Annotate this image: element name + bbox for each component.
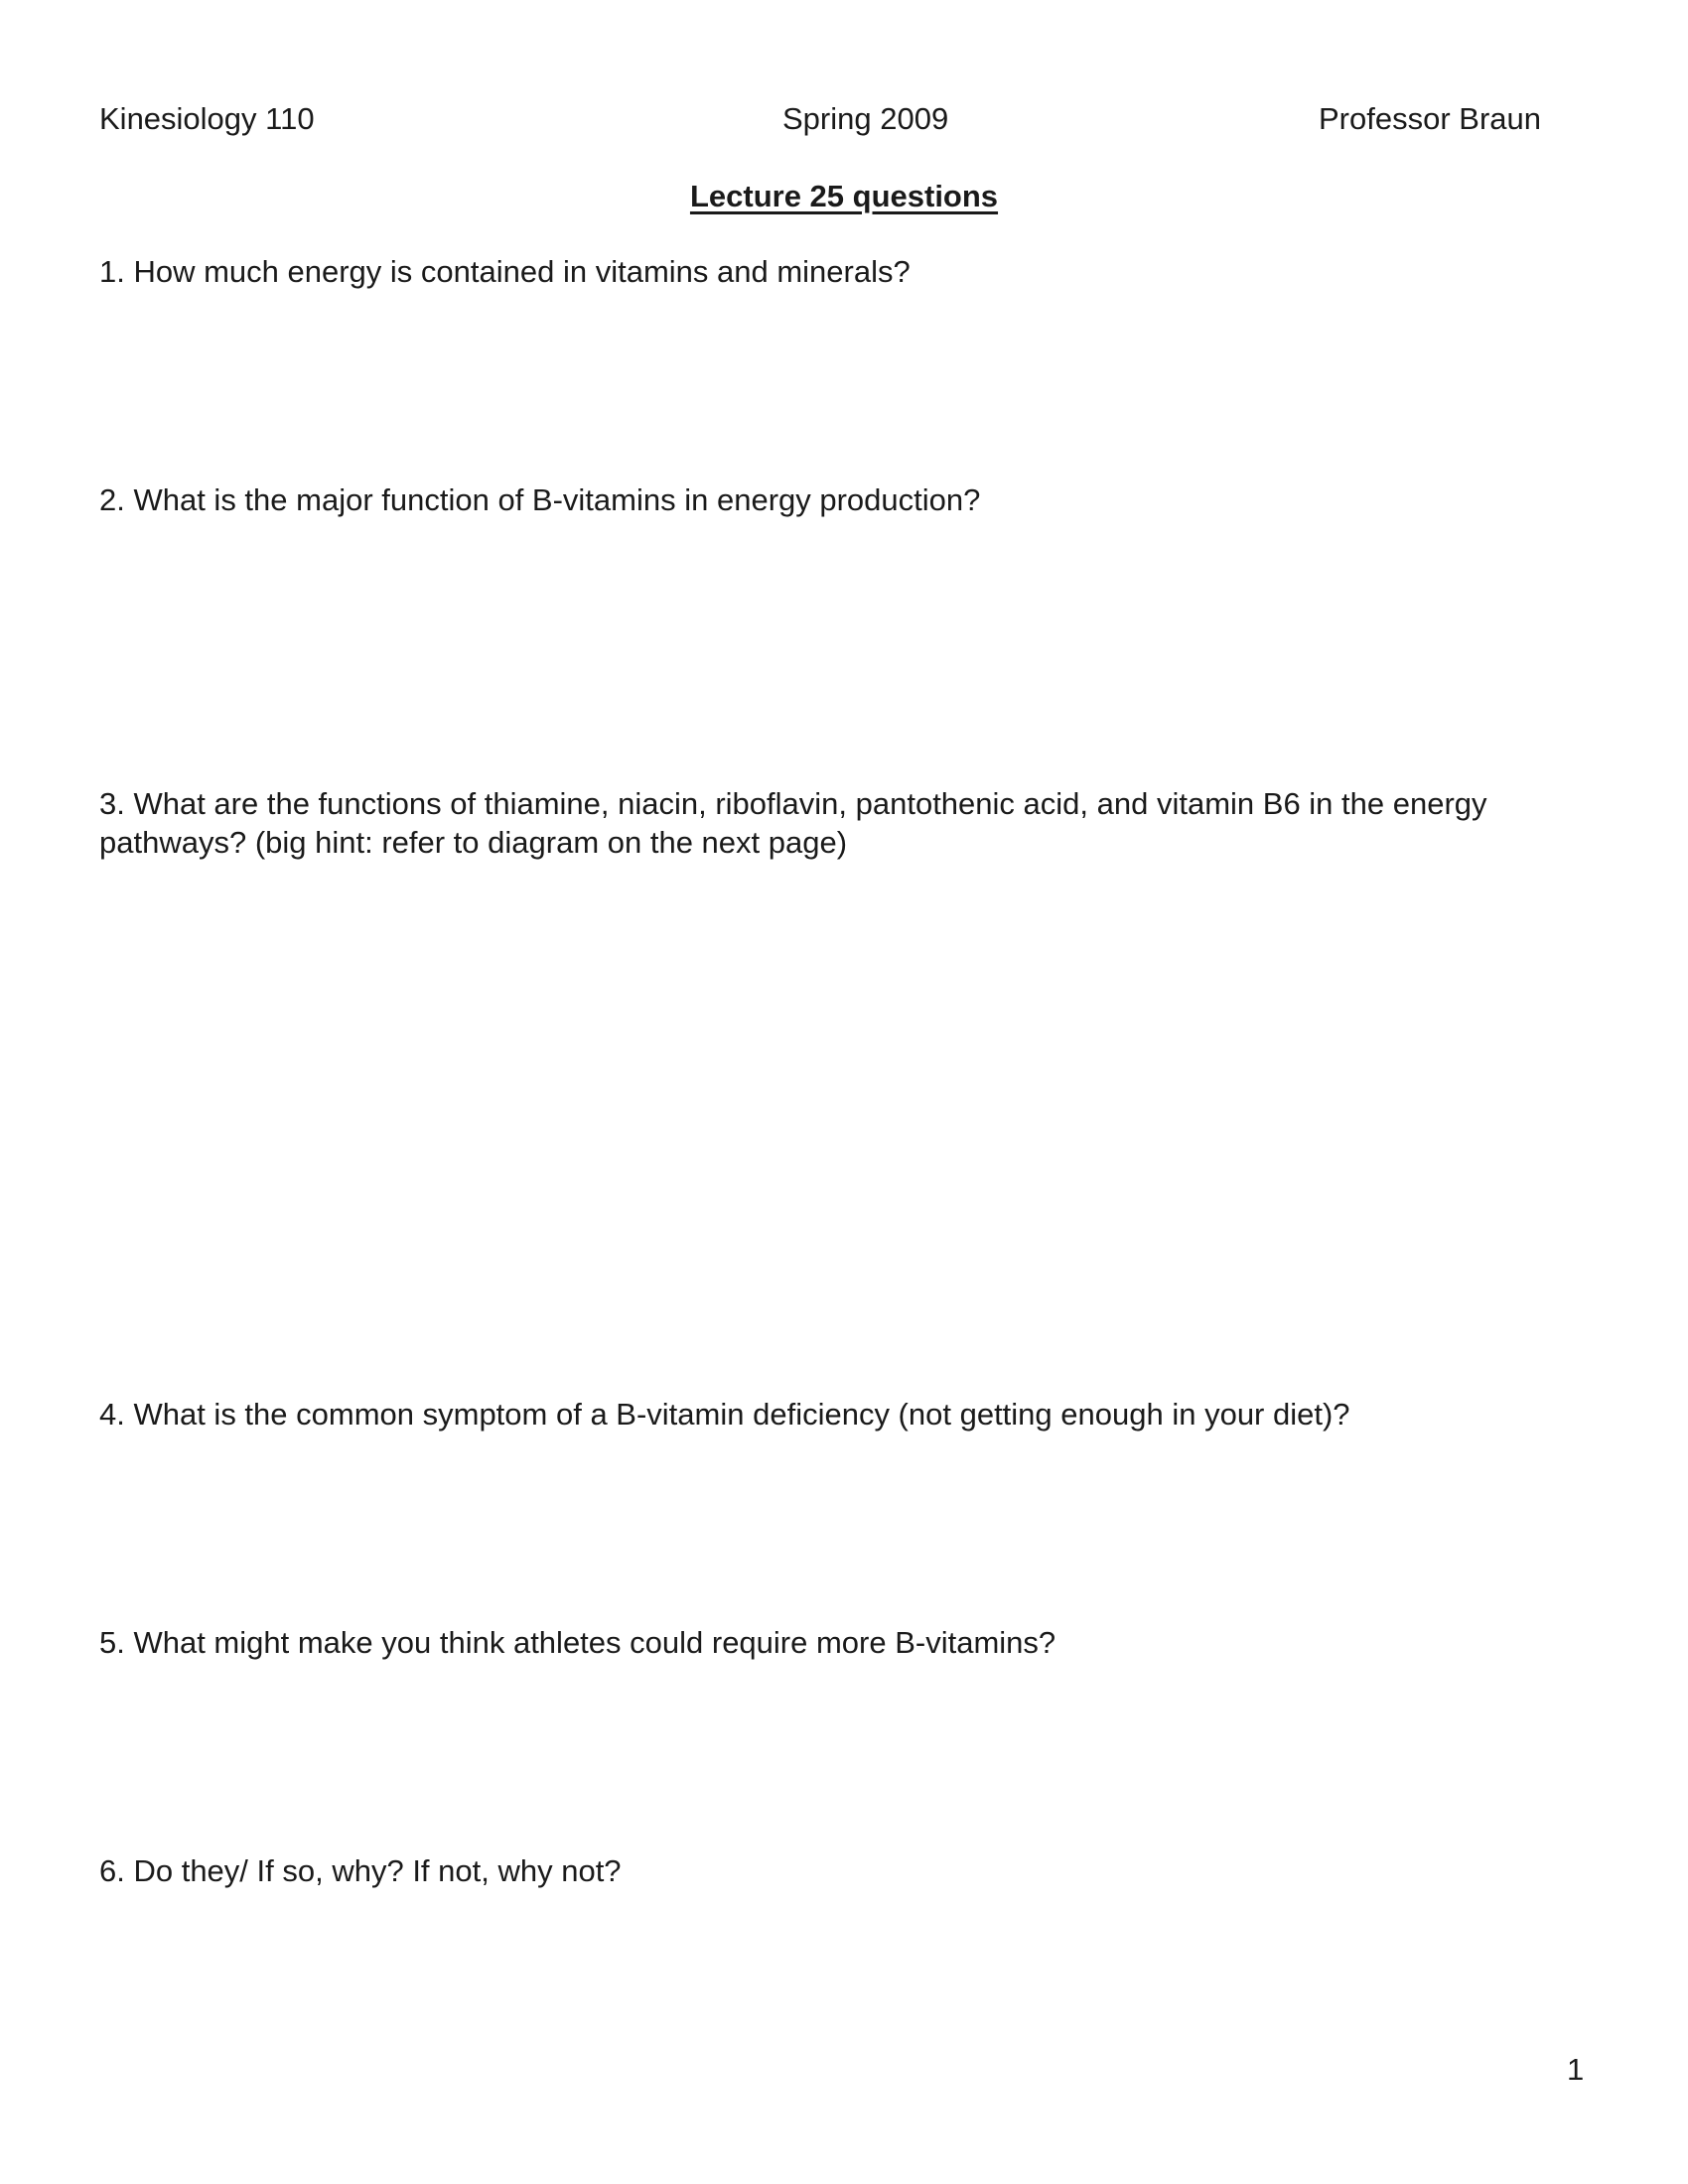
term: Spring 2009 xyxy=(782,101,949,136)
page-title: Lecture 25 questions xyxy=(689,179,999,213)
question-2: 2. What is the major function of B-vitamins in energy production? xyxy=(99,482,981,517)
question-6: 6. Do they/ If so, why? If not, why not? xyxy=(99,1853,622,1888)
page-number: 1 xyxy=(1567,2052,1585,2087)
question-5: 5. What might make you think athletes could require more B-vitamins? xyxy=(99,1625,1056,1660)
question-1: 1. How much energy is contained in vitamins and minerals? xyxy=(99,254,911,289)
course-name: Kinesiology 110 xyxy=(99,101,315,136)
question-3: 3. What are the functions of thiamine, niacin, riboflavin, pantothenic acid, and vitamin B6 in the energy pathways? (big hint: refer to diagram on the next page) xyxy=(99,786,1487,860)
question-4: 4. What is the common symptom of a B-vitamin deficiency (not getting enough in your diet)? xyxy=(99,1397,1350,1432)
professor-name: Professor Braun xyxy=(1319,101,1541,136)
